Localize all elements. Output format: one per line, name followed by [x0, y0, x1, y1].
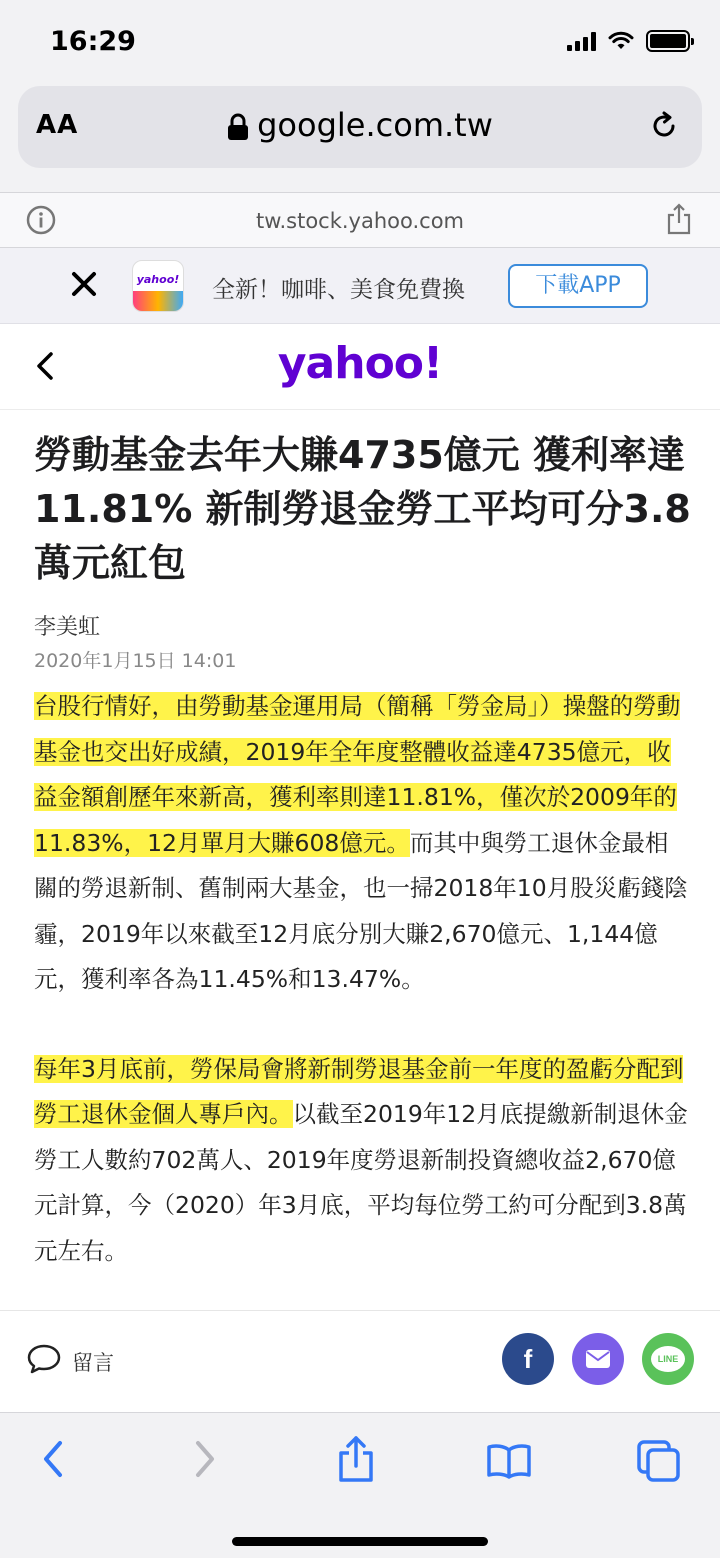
home-indicator: [232, 1537, 488, 1546]
status-bar: [0, 0, 720, 80]
wifi-icon: [608, 31, 634, 51]
paragraph-text: 以截至2019年12月底提繳新制退休金勞工人數約702萬人、2019年度勞退新制投資總收益2,670億元計算，今（2020）年3月底，平均每位勞工約可分配到3.8萬元左右。: [34, 1100, 688, 1265]
article-headline: 勞動基金去年大賺4735億元 獲利率達11.81% 新制勞退金勞工平均可分3.8萬元紅包: [34, 433, 691, 585]
url-domain-display[interactable]: [18, 106, 702, 144]
browser-address-area: [0, 80, 720, 192]
article-date: 2020年1月15日 14:01: [34, 650, 237, 672]
article-body: [34, 684, 690, 1318]
highlighted-text: 台股行情好，由勞動基金運用局（簡稱「勞金局」）操盤的勞動基金也交出好成績，2019年全年度整體收益達4735億元，收益金額創歷年來新高，獲利率則達11.81%，僅次於2009年的11.83%，12月單月大賺608億元。: [34, 692, 681, 857]
mail-icon: [586, 1350, 610, 1368]
browser-toolbar: [0, 1412, 720, 1558]
site-header: [0, 324, 720, 410]
line-icon: LINE: [651, 1346, 685, 1372]
comment-icon[interactable]: [26, 1343, 62, 1375]
lock-icon: [227, 113, 249, 141]
status-time: 16:29: [50, 26, 136, 57]
close-icon[interactable]: [70, 270, 98, 298]
comment-label[interactable]: 留言: [72, 1351, 114, 1375]
bookmarks-icon[interactable]: [486, 1443, 532, 1479]
article-paragraph: [34, 684, 690, 1003]
facebook-share-button[interactable]: [502, 1333, 554, 1385]
reload-icon[interactable]: [648, 110, 680, 142]
article-author[interactable]: 李美虹: [34, 615, 101, 640]
highlighted-text: 每年3月底前，勞保局會將新制勞退基金前一年度的盈虧分配到勞工退休金個人專戶內。: [34, 1054, 684, 1128]
forward-arrow-icon[interactable]: [190, 1439, 220, 1479]
mail-share-button[interactable]: [572, 1333, 624, 1385]
banner-promo-text: 全新！咖啡、美食免費換: [212, 277, 465, 303]
share-bar: [0, 1310, 720, 1410]
app-download-banner: [0, 248, 720, 324]
status-icons: [567, 30, 690, 52]
banner-logo-text: yahoo!: [136, 273, 180, 286]
page-url-text[interactable]: tw.stock.yahoo.com: [255, 209, 465, 233]
battery-icon: [646, 30, 690, 52]
page-url-bar: [0, 192, 720, 248]
back-arrow-icon[interactable]: [38, 1439, 68, 1479]
paragraph-text: 而其中與勞工退休金最相關的勞退新制、舊制兩大基金，也一掃2018年10月股災虧錢陰霾，2019年以來截至12月底分別大賺2,670億元、1,144億元，獲利率各為11.45%和13.47%。: [34, 828, 688, 993]
url-bar[interactable]: [18, 86, 702, 168]
url-domain-text: google.com.tw: [257, 106, 493, 144]
download-app-button[interactable]: 下載APP: [508, 264, 648, 308]
article-paragraph: [34, 1047, 690, 1275]
share-sheet-icon[interactable]: [336, 1435, 376, 1483]
facebook-icon: f: [523, 1343, 533, 1374]
yahoo-app-logo: [132, 260, 184, 312]
share-icon[interactable]: [666, 203, 692, 235]
reader-aa-button[interactable]: AA: [36, 110, 79, 140]
tabs-icon[interactable]: [636, 1439, 682, 1483]
line-share-button[interactable]: [642, 1333, 694, 1385]
yahoo-logo[interactable]: yahoo!: [277, 338, 443, 389]
cellular-signal-icon: [567, 31, 596, 51]
